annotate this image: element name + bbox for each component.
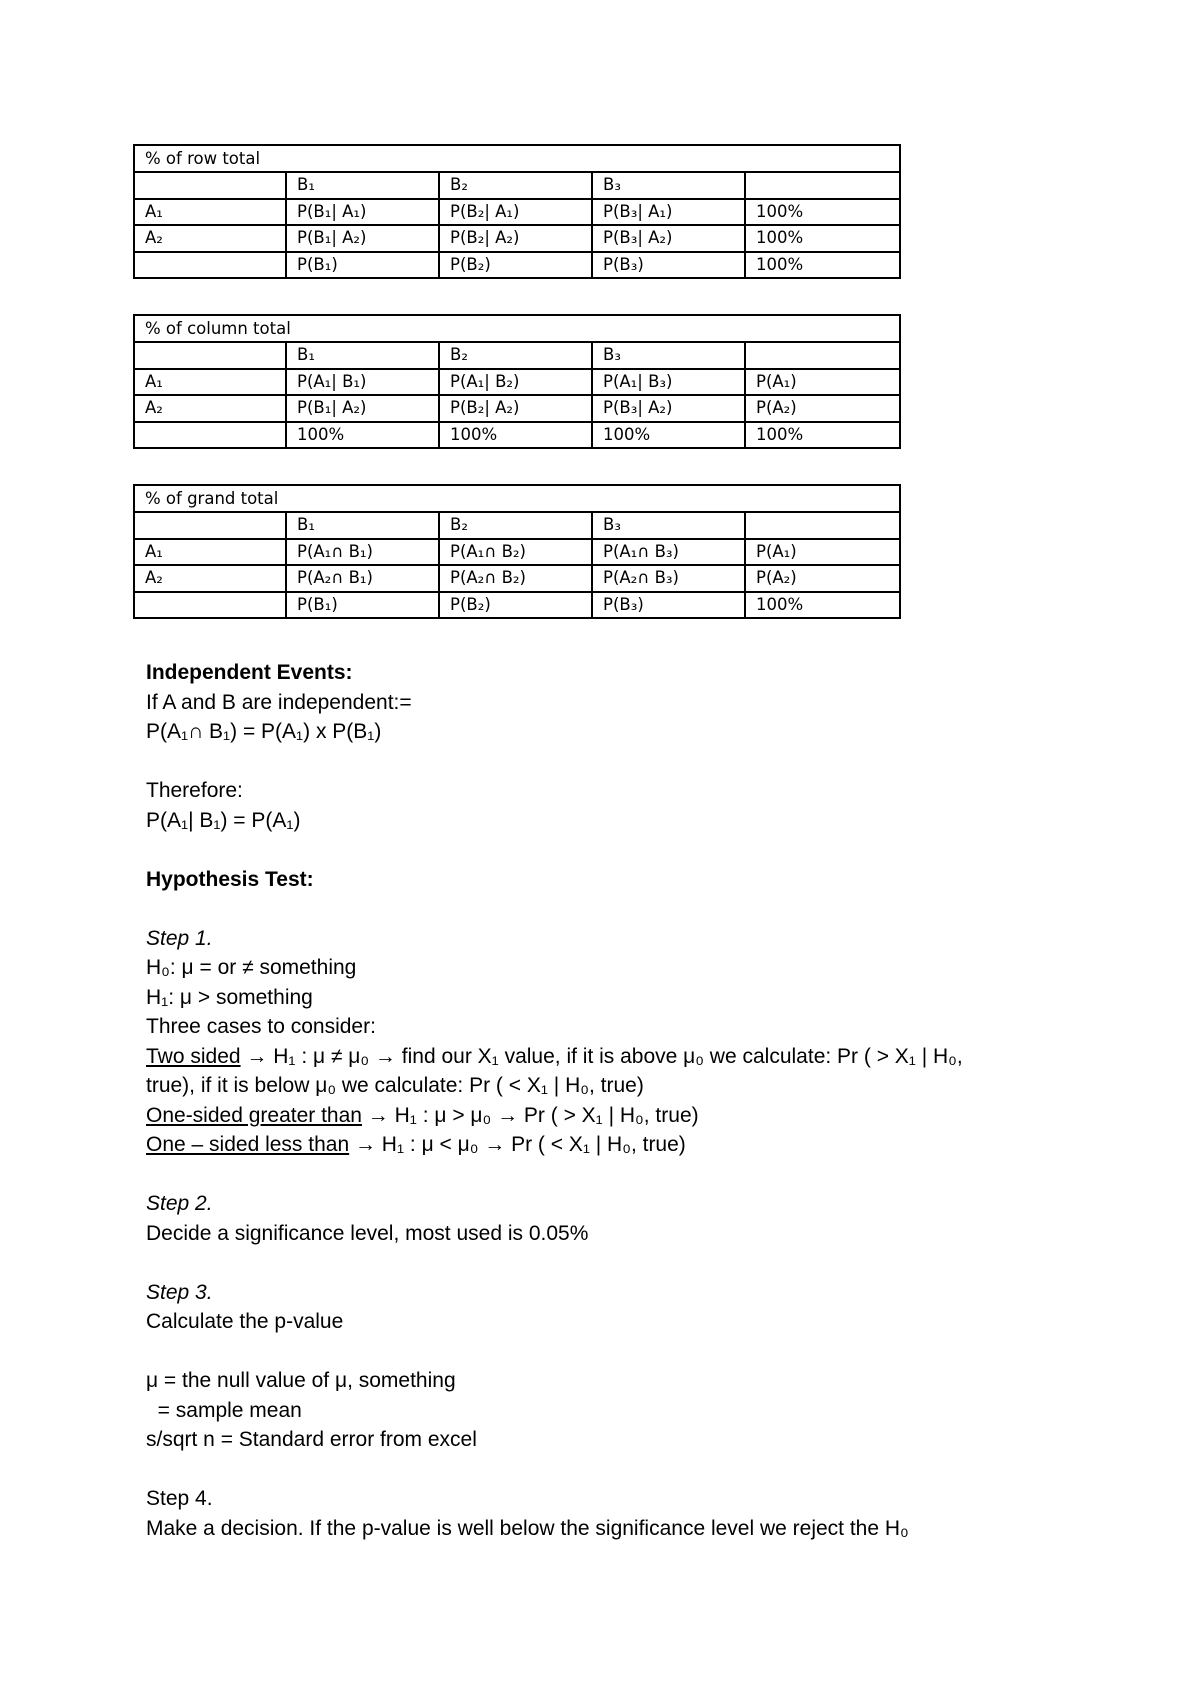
table-cell: P(B₁| A₂) bbox=[286, 225, 439, 252]
independent-line-1: If A and B are independent:= bbox=[146, 690, 412, 714]
table-cell: P(B₃| A₂) bbox=[592, 395, 745, 422]
sample-mean-definition: = sample mean bbox=[146, 1398, 302, 1422]
standard-error-definition: s/sqrt n = Standard error from excel bbox=[146, 1428, 477, 1451]
table-row bbox=[134, 199, 900, 226]
table-cell: P(B₃| A₂) bbox=[592, 225, 745, 252]
table-cell: B₃ bbox=[592, 172, 745, 199]
table-row bbox=[134, 369, 900, 396]
table-cell: P(B₃) bbox=[592, 252, 745, 279]
table-row bbox=[134, 422, 900, 449]
less-than-label: One – sided less than bbox=[146, 1133, 350, 1156]
table-header-row bbox=[134, 342, 900, 369]
table-cell: A₁ bbox=[134, 369, 286, 396]
step-4-text: Make a decision. If the p-value is well below the significance level we reject the H₀ bbox=[146, 1516, 909, 1540]
table-cell: A₁ bbox=[134, 539, 286, 566]
alt-hypothesis: H₁: μ > something bbox=[146, 985, 313, 1009]
row-total-table bbox=[133, 144, 901, 279]
step-3-label: Step 3. bbox=[146, 1280, 213, 1304]
table-cell: P(A₁∩ B₁) bbox=[286, 539, 439, 566]
table-cell: P(B₁) bbox=[286, 592, 439, 619]
table-cell: B₂ bbox=[439, 512, 592, 539]
two-sided-label: Two sided bbox=[146, 1044, 241, 1068]
table-cell: P(B₂| A₂) bbox=[439, 395, 592, 422]
step-1-label: Step 1. bbox=[146, 926, 213, 950]
less-than-line bbox=[146, 1130, 963, 1160]
table-cell: 100% bbox=[286, 422, 439, 449]
table-cell: 100% bbox=[745, 422, 900, 449]
table-row bbox=[134, 252, 900, 279]
greater-than-line bbox=[146, 1101, 963, 1131]
less-than-text: → H₁ : μ < μ₀ → Pr ( < X₁ | H₀, true) bbox=[349, 1133, 686, 1156]
independent-line-3: P(A₁| B₁) = P(A₁) bbox=[146, 808, 301, 832]
table-cell: P(B₁| A₁) bbox=[286, 199, 439, 226]
table-cell: P(B₂| A₁) bbox=[439, 199, 592, 226]
table-cell: P(A₂∩ B₃) bbox=[592, 565, 745, 592]
table-cell: P(A₂) bbox=[745, 395, 900, 422]
table-cell: P(A₁∩ B₃) bbox=[592, 539, 745, 566]
table-cell: P(A₁| B₂) bbox=[439, 369, 592, 396]
table-row bbox=[134, 565, 900, 592]
table-cell: P(B₁) bbox=[286, 252, 439, 279]
table-cell: A₁ bbox=[134, 199, 286, 226]
table-cell: B₁ bbox=[286, 512, 439, 539]
table-cell: B₂ bbox=[439, 342, 592, 369]
table-cell: P(B₂) bbox=[439, 592, 592, 619]
table-cell: 100% bbox=[745, 252, 900, 279]
grand-total-table bbox=[133, 484, 901, 619]
table-header-row bbox=[134, 512, 900, 539]
table-title: % of row total bbox=[134, 145, 900, 172]
table-cell: A₂ bbox=[134, 395, 286, 422]
table-cell: 100% bbox=[745, 592, 900, 619]
table-cell: 100% bbox=[745, 199, 900, 226]
independent-line-2: P(A₁∩ B₁) = P(A₁) x P(B₁) bbox=[146, 720, 382, 743]
table-cell: P(A₁| B₃) bbox=[592, 369, 745, 396]
two-sided-line bbox=[146, 1042, 963, 1072]
table-cell bbox=[134, 592, 286, 619]
table-title: % of column total bbox=[134, 315, 900, 342]
table-cell: P(B₂| A₂) bbox=[439, 225, 592, 252]
step-4-label: Step 4. bbox=[146, 1487, 213, 1510]
step-2-text: Decide a significance level, most used is 0.05% bbox=[146, 1221, 589, 1245]
table-cell: P(A₂∩ B₂) bbox=[439, 565, 592, 592]
notes-body bbox=[146, 658, 963, 1543]
step-2-label: Step 2. bbox=[146, 1192, 213, 1215]
table-cell: B₃ bbox=[592, 512, 745, 539]
table-cell bbox=[134, 252, 286, 279]
table-cell: A₂ bbox=[134, 225, 286, 252]
table-cell: P(A₁∩ B₂) bbox=[439, 539, 592, 566]
table-header-row bbox=[134, 172, 900, 199]
table-cell: A₂ bbox=[134, 565, 286, 592]
therefore-label: Therefore: bbox=[146, 779, 243, 802]
table-cell: P(B₂) bbox=[439, 252, 592, 279]
table-cell: B₁ bbox=[286, 342, 439, 369]
table-cell: P(B₃| A₁) bbox=[592, 199, 745, 226]
greater-than-label: One-sided greater than bbox=[146, 1103, 362, 1127]
table-row bbox=[134, 592, 900, 619]
table-title: % of grand total bbox=[134, 485, 900, 512]
two-sided-text: → H₁ : μ ≠ μ₀ → find our X₁ value, if it is above μ₀ we calculate: Pr ( > X₁ | H₀, bbox=[240, 1044, 963, 1068]
mu-definition: μ = the null value of μ, something bbox=[146, 1369, 456, 1392]
two-sided-text-cont: true), if it is below μ₀ we calculate: Pr ( < X₁ | H₀, true) bbox=[146, 1074, 644, 1097]
greater-than-text: → H₁ : μ > μ₀ → Pr ( > X₁ | H₀, true) bbox=[361, 1103, 699, 1127]
table-cell: 100% bbox=[745, 225, 900, 252]
table-cell: P(B₁| A₂) bbox=[286, 395, 439, 422]
table-cell: P(A₁| B₁) bbox=[286, 369, 439, 396]
table-cell bbox=[134, 422, 286, 449]
table-cell: B₂ bbox=[439, 172, 592, 199]
independent-heading: Independent Events: bbox=[146, 661, 353, 684]
table-row bbox=[134, 395, 900, 422]
column-total-table bbox=[133, 314, 901, 449]
table-cell: 100% bbox=[592, 422, 745, 449]
hypothesis-heading: Hypothesis Test: bbox=[146, 867, 314, 891]
table-cell: 100% bbox=[439, 422, 592, 449]
table-cell: P(A₁) bbox=[745, 369, 900, 396]
table-row bbox=[134, 225, 900, 252]
table-cell: P(A₁) bbox=[745, 539, 900, 566]
table-cell: B₃ bbox=[592, 342, 745, 369]
cases-line: Three cases to consider: bbox=[146, 1015, 376, 1038]
null-hypothesis: H₀: μ = or ≠ something bbox=[146, 956, 357, 979]
table-cell: P(B₃) bbox=[592, 592, 745, 619]
table-cell: B₁ bbox=[286, 172, 439, 199]
table-cell: P(A₂) bbox=[745, 565, 900, 592]
table-cell: P(A₂∩ B₁) bbox=[286, 565, 439, 592]
table-row bbox=[134, 539, 900, 566]
step-3-text: Calculate the p-value bbox=[146, 1310, 344, 1333]
